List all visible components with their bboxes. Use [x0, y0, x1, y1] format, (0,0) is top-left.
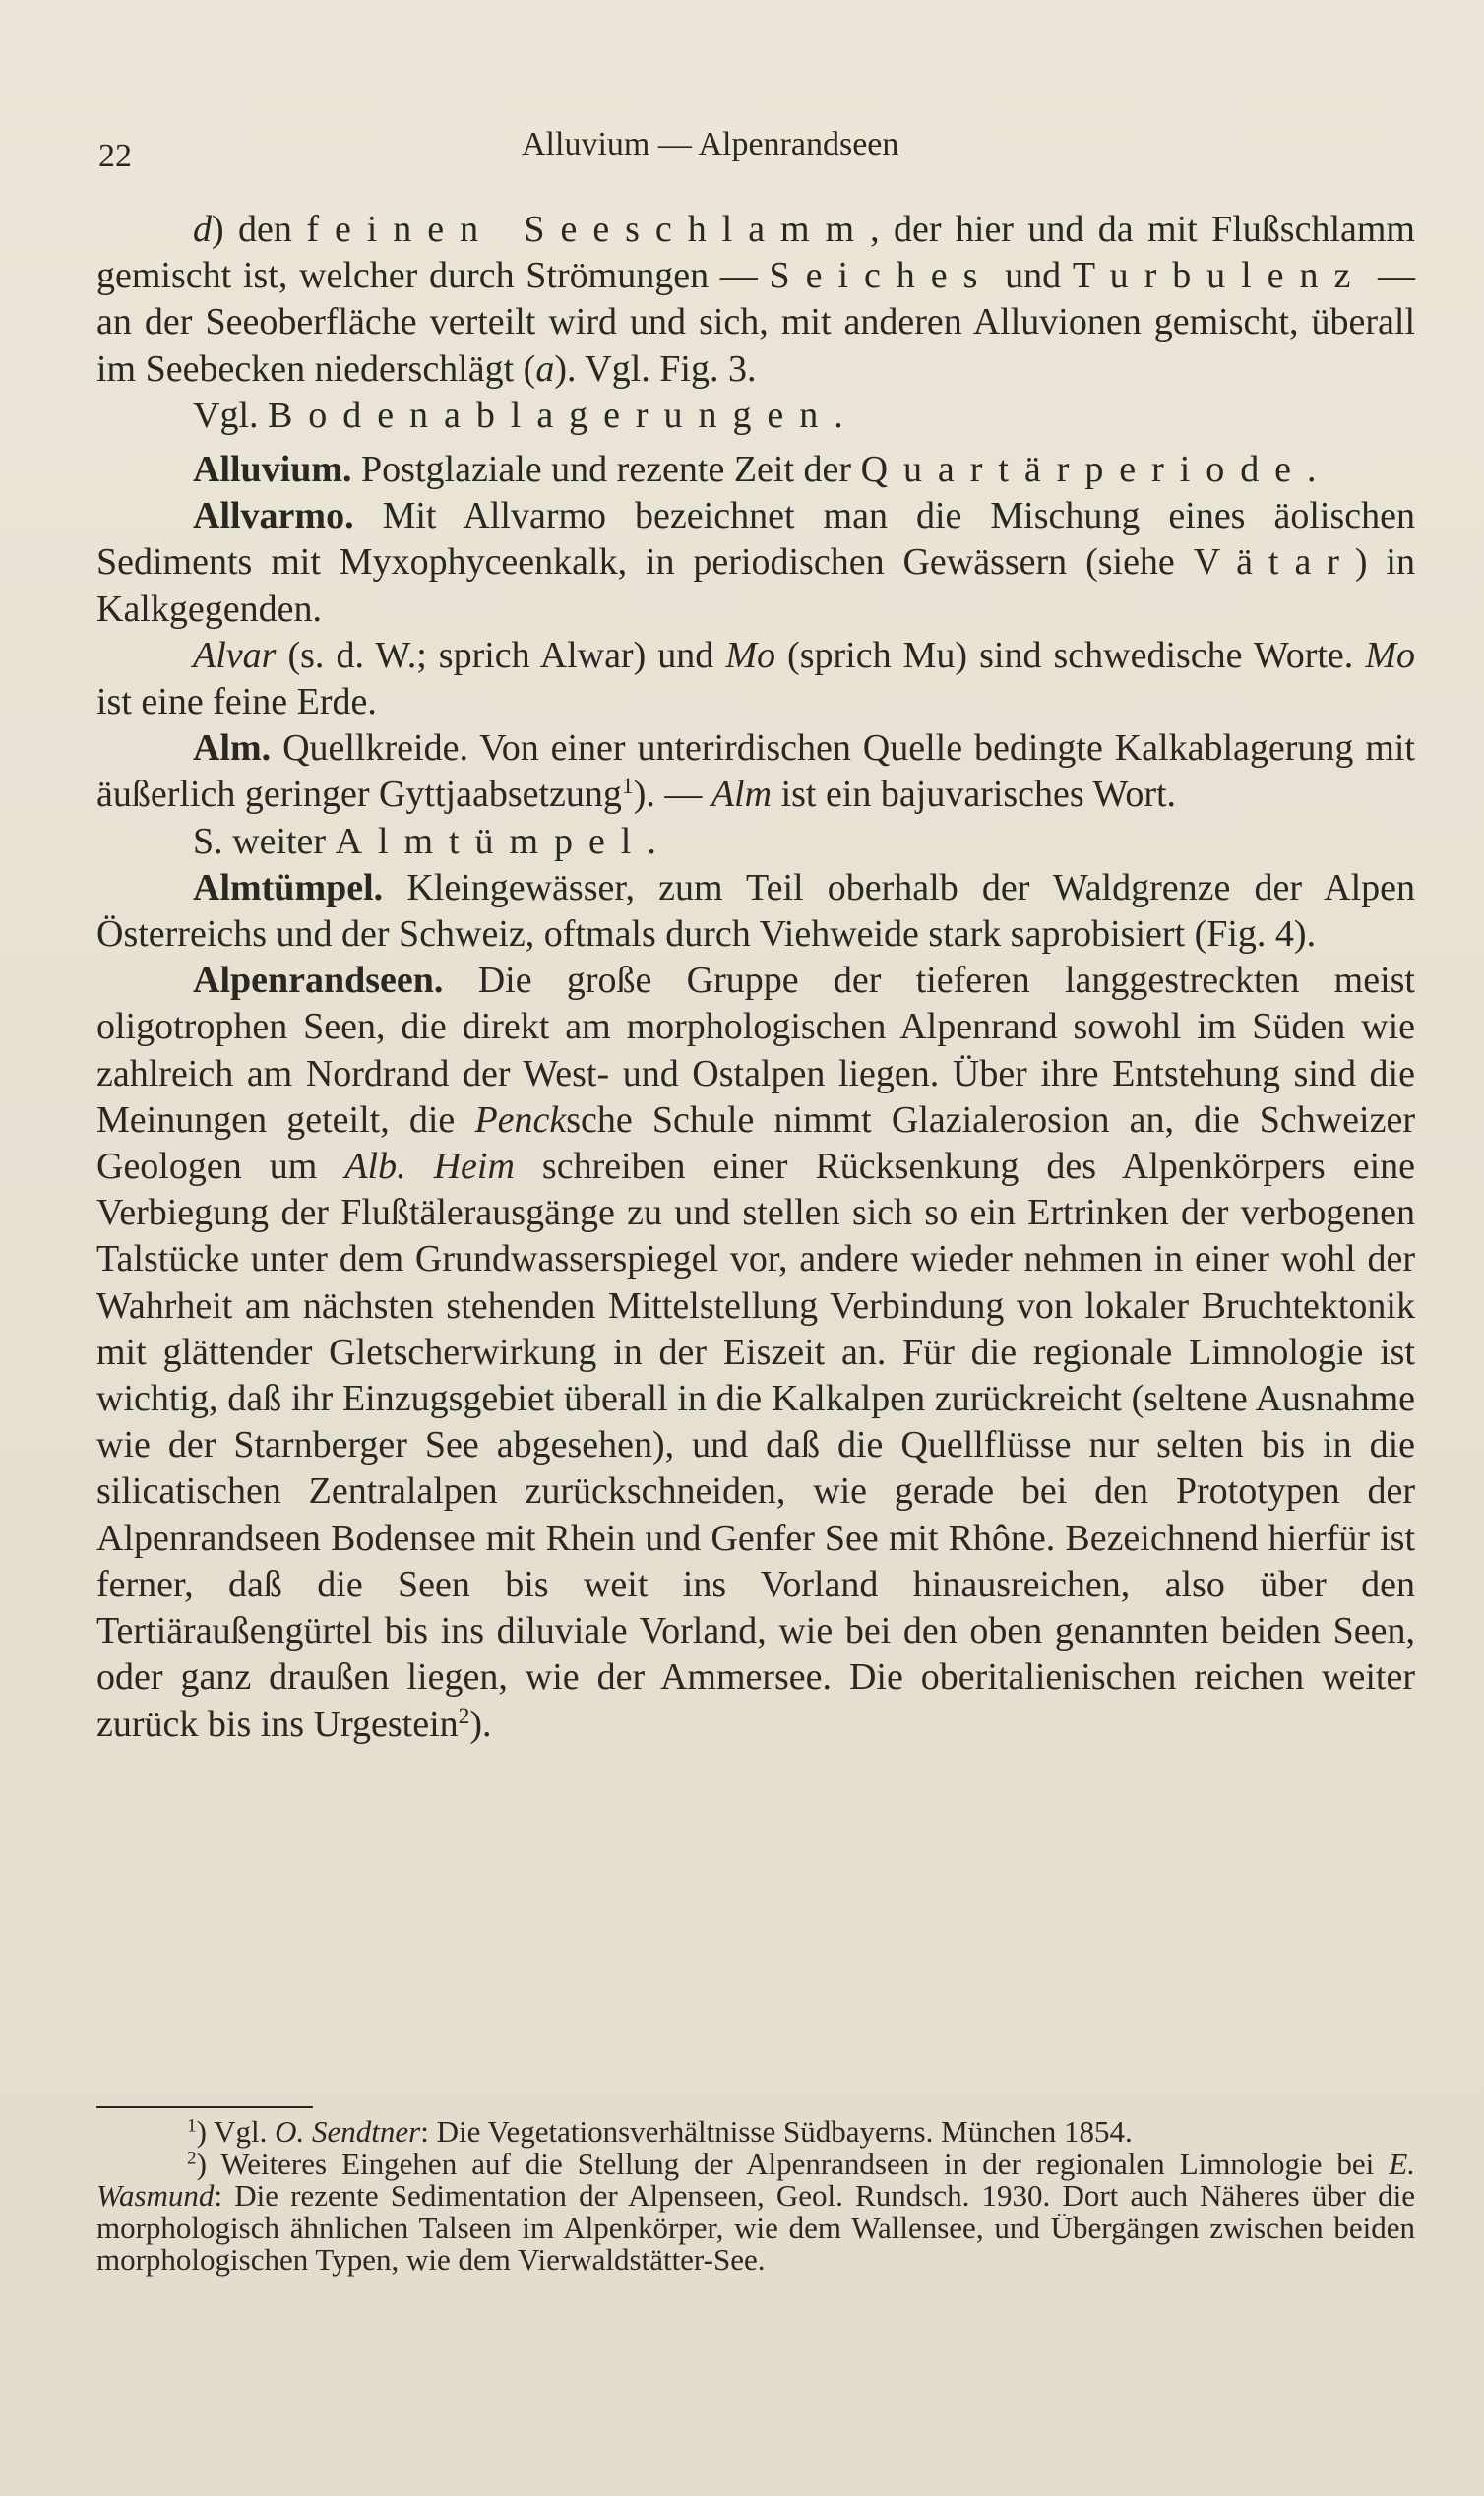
text-run: Postglaziale und rezente Zeit der: [351, 449, 861, 491]
text-run: .: [647, 820, 656, 862]
text-run: Mit Allvarmo bezeichnet man die Mischung eines äolischen Sediments mit Myxophyceenkalk, in periodischen Gewässern (siehe: [96, 495, 1415, 584]
text-run: , der hier und da mit Flußschlamm gemischt ist, welcher durch Strömungen —: [96, 209, 1415, 297]
footnote-marker: 1: [621, 774, 634, 800]
text-run: ). Vgl. Fig. 3.: [554, 347, 757, 390]
text-run: sche Schule nimmt Glazialerosion an, die Schweizer Geologen um: [96, 1098, 1415, 1188]
entry-almtuempel: [96, 865, 1415, 958]
cross-reference-almtuempel: [96, 819, 1415, 865]
spaced-term: Turbulenz: [1072, 255, 1367, 297]
headword: Almtümpel.: [193, 866, 384, 908]
headword: Alpenrandseen.: [193, 960, 444, 1002]
text-run: schreiben einer Rücksenkung des Alpenkörpers eine Verbiegung der Flußtälerausgänge zu und stellen sich so ein Ertrinken der verbogenen Talstücke unter dem Grundwasserspiegel vor, andere wieder nehmen in einer wohl der Wahrheit am nächsten stehenden Mittelstellung Verbindung von lokaler Bruchtektonik mit glättender Gletscherwirkung in der Eiszeit an. Für die regionale Limnologie ist wichtig, daß ihr Einzugsgebiet überall in die Kalkalpen zurückreicht (seltene Ausnahme wie der Starnberger See abgesehen), und daß die Quellflüsse nur selten bis in die silicatischen Zentralalpen zurückschneiden, wie gerade bei den Prototypen der Alpenrandseen Bodensee mit Rhein und Genfer See mit Rhône. Bezeichnend hierfür ist ferner, daß die Seen bis weit ins Vorland hinausreichen, also über den Tertiäraußengürtel bis ins diluviale Vorland, wie bei den oben genannten beiden Seen, oder ganz draußen liegen, wie der Ammersee. Die oberitalienischen reichen weiter zurück bis ins Urgestein: [96, 1146, 1416, 1745]
spaced-term: Quartärperiode: [860, 449, 1307, 491]
text-run: ) Weiteres Eingehen auf die Stellung der Alpenrandseen in der regionalen Limnologie bei: [196, 2146, 1390, 2181]
page-number: 22: [98, 138, 132, 174]
text-run: S. weiter: [193, 820, 336, 862]
footnote-number: 1: [187, 2115, 197, 2137]
text-run: (sprich Mu) sind schwedische Worte.: [775, 634, 1366, 676]
text-run: ist eine feine Erde.: [96, 681, 377, 723]
text-run: ) in Kalkgegenden.: [96, 541, 1415, 630]
italic-term: Alb. Heim: [344, 1146, 515, 1188]
entry-alm: [96, 725, 1415, 818]
italic-term: E. Wasmund: [96, 2146, 1415, 2213]
text-run: (s. d. W.; sprich Alwar) und: [276, 634, 726, 676]
text-run: .: [834, 394, 843, 436]
text-run: — an der Seeoberfläche verteilt wird und sich, mit anderen Alluvionen gemischt, überall im Seebecken niederschlägt (: [96, 255, 1416, 390]
text-run: .: [1307, 449, 1317, 491]
spaced-term: Seiches: [769, 255, 994, 297]
spaced-term: Almtümpel: [335, 820, 648, 862]
text-run: : Die Vegetationsverhältnisse Südbayerns. München 1854.: [420, 2114, 1133, 2149]
cross-reference-bodenablagerungen: [96, 393, 1415, 439]
running-head: Alluvium — Alpenrandseen: [522, 126, 899, 162]
italic-term: Alm: [711, 774, 773, 816]
text-run: Vgl.: [193, 394, 268, 436]
item-marker: d: [193, 209, 212, 250]
text-run: ).: [469, 1703, 492, 1745]
footnote-marker: 2: [458, 1703, 470, 1729]
italic-term: O. Sendtner: [275, 2114, 421, 2149]
spaced-term: feinen Seeschlamm: [306, 209, 871, 250]
headword: Allvarmo.: [193, 495, 354, 537]
footnote-rule: [96, 2106, 313, 2108]
entry-alpenrandseen: [96, 958, 1415, 1747]
text-run: Quellkreide. Von einer unterirdischen Quelle bedingte Kalkablagerung mit äußerlich geringer Gyttjaabsetzung: [96, 727, 1415, 816]
spaced-term: Vätar: [1193, 541, 1355, 584]
italic-term: Mo: [1365, 634, 1415, 676]
text-run: Kleingewässer, zum Teil oberhalb der Waldgrenze der Alpen Österreichs und der Schweiz, oftmals durch Viehweide stark saprobisiert (Fig. 4).: [96, 866, 1415, 956]
text-run: ) Vgl.: [196, 2114, 276, 2149]
page-header: [94, 126, 1425, 175]
footnote-1: [96, 2116, 1415, 2149]
main-text: [96, 207, 1415, 1748]
footnote-2: [96, 2146, 1415, 2277]
text-run: ) den: [212, 209, 307, 250]
footnote-number: 2: [187, 2147, 197, 2168]
text-run: ist ein bajuvarisches Wort.: [772, 774, 1177, 816]
text-run: Die große Gruppe der tieferen langgestreckten meist oligotrophen Seen, die direkt am morphologischen Alpenrand sowohl im Süden wie zahlreich am Nordrand der West- und Ostalpen liegen. Über ihre Entstehung sind die Meinungen geteilt, die: [96, 960, 1415, 1141]
text-run: ). —: [633, 774, 711, 816]
paragraph-d-seeschlamm: [96, 207, 1415, 393]
italic-term: Penck: [474, 1098, 567, 1141]
italic-term: Alvar: [193, 634, 277, 676]
paragraph-alvar: [96, 633, 1415, 725]
headword: Alluvium.: [193, 449, 352, 491]
headword: Alm.: [193, 727, 272, 770]
spaced-term: Bodenablagerungen: [268, 394, 835, 436]
italic-term: a: [535, 347, 555, 390]
entry-alluvium: [96, 447, 1415, 493]
text-run: : Die rezente Sedimentation der Alpenseen, Geol. Rundsch. 1930. Dort auch Näheres über die morphologisch ähnlichen Talseen im Alpenkörper, wie dem Wallensee, und Übergängen zwischen beiden morphologischen Typen, wie dem Vierwaldstätter-See.: [96, 2178, 1415, 2277]
footnotes: [96, 2116, 1415, 2277]
text-run: und: [993, 255, 1073, 297]
entry-allvarmo: [96, 493, 1415, 633]
italic-term: Mo: [725, 634, 775, 676]
